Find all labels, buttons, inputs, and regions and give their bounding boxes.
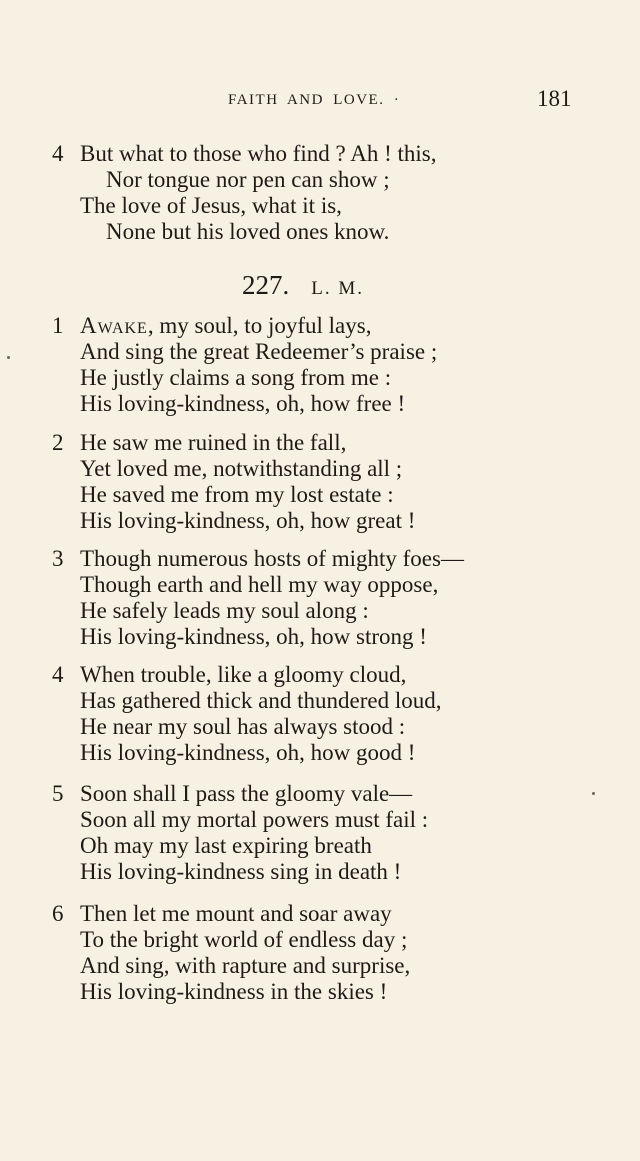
hymn-number: 227. — [242, 270, 290, 300]
verse-line — [52, 430, 612, 456]
verse-line — [52, 456, 612, 482]
stanza-number: 4 — [52, 141, 64, 166]
verse-line — [52, 662, 612, 688]
stanza-number: 6 — [52, 901, 64, 926]
verse-line — [52, 508, 612, 534]
verse-line — [52, 714, 612, 740]
verse-line-text: Has gathered thick and thundered loud, — [80, 688, 442, 713]
verse-line-text: He safely leads my soul along : — [80, 598, 369, 623]
verse-line — [52, 740, 612, 766]
verse-line-text: None but his loved ones know. — [106, 219, 390, 244]
verse-line — [52, 482, 612, 508]
hymn-meter: L. M. — [311, 278, 364, 299]
verse-line — [52, 141, 612, 167]
verse-line — [52, 953, 612, 979]
verse-line — [52, 833, 612, 859]
verse-line-text: His loving-kindness, oh, how strong ! — [80, 624, 427, 649]
verse-line — [52, 807, 612, 833]
verse-line-text: When trouble, like a gloomy cloud, — [80, 662, 407, 687]
verse-line-text: Oh may my last expiring breath — [80, 833, 372, 858]
hymn-heading — [242, 270, 364, 301]
verse-line — [52, 688, 612, 714]
verse-line-text: To the bright world of endless day ; — [80, 927, 408, 952]
verse-line-text — [80, 313, 371, 339]
verse-line — [52, 927, 612, 953]
stanza-6 — [52, 901, 612, 1005]
verse-line — [52, 391, 612, 417]
page-number: 181 — [537, 86, 572, 111]
verse-line-text: Then let me mount and soar away — [80, 901, 392, 926]
verse-line — [52, 979, 612, 1005]
verse-line — [52, 859, 612, 885]
verse-line-text: He saw me ruined in the fall, — [80, 430, 347, 455]
verse-line — [52, 167, 612, 193]
stanza-5 — [52, 781, 612, 885]
first-line-rest: , my soul, to joyful lays, — [147, 313, 372, 338]
stanza-1 — [52, 313, 612, 417]
verse-line-text: His loving-kindness, oh, how great ! — [80, 508, 416, 533]
verse-line-text: He saved me from my lost estate : — [80, 482, 394, 507]
verse-line-text: His loving-kindness in the skies ! — [80, 979, 388, 1004]
verse-line — [52, 624, 612, 650]
verse-line-text: Yet loved me, notwithstanding all ; — [80, 456, 403, 481]
verse-line — [52, 598, 612, 624]
verse-line — [52, 193, 612, 219]
verse-line — [52, 572, 612, 598]
stanza-number: 5 — [52, 781, 64, 806]
verse-line-text: But what to those who find ? Ah ! this, — [80, 141, 437, 166]
verse-line-text: And sing the great Redeemer’s praise ; — [80, 339, 438, 364]
first-word-small-caps: Awake — [80, 313, 148, 338]
stanza-3 — [52, 546, 612, 650]
verse-line-text: His loving-kindness, oh, how good ! — [80, 740, 416, 765]
running-head: FAITH AND LOVE. · — [228, 92, 401, 108]
verse-line-text: Nor tongue nor pen can show ; — [106, 167, 390, 192]
verse-line-text: The love of Jesus, what it is, — [80, 193, 342, 218]
verse-line — [52, 365, 612, 391]
stanza-number: 1 — [52, 313, 64, 338]
verse-line-text: His loving-kindness sing in death ! — [80, 859, 402, 884]
stanza-number: 2 — [52, 430, 64, 455]
prev-hymn-stanza — [52, 141, 612, 245]
verse-line — [52, 901, 612, 927]
verse-line-text: And sing, with rapture and surprise, — [80, 953, 411, 978]
verse-line — [52, 219, 612, 245]
stanza-4 — [52, 662, 612, 766]
verse-line-text: Though earth and hell my way oppose, — [80, 572, 439, 597]
verse-line-text: Though numerous hosts of mighty foes— — [80, 546, 464, 571]
stanza-2 — [52, 430, 612, 534]
stanza-number: 4 — [52, 662, 64, 687]
verse-line-text: Soon shall I pass the gloomy vale— — [80, 781, 413, 806]
paper-speck — [592, 792, 595, 795]
verse-line — [52, 781, 612, 807]
verse-line-text: He near my soul has always stood : — [80, 714, 406, 739]
verse-line-text: His loving-kindness, oh, how free ! — [80, 391, 406, 416]
verse-line-text: He justly claims a song from me : — [80, 365, 392, 390]
paper-speck — [7, 356, 10, 359]
verse-line — [52, 339, 612, 365]
verse-line — [52, 313, 612, 339]
verse-line-text: Soon all my mortal powers must fail : — [80, 807, 429, 832]
verse-line — [52, 546, 612, 572]
stanza-number: 3 — [52, 546, 64, 571]
